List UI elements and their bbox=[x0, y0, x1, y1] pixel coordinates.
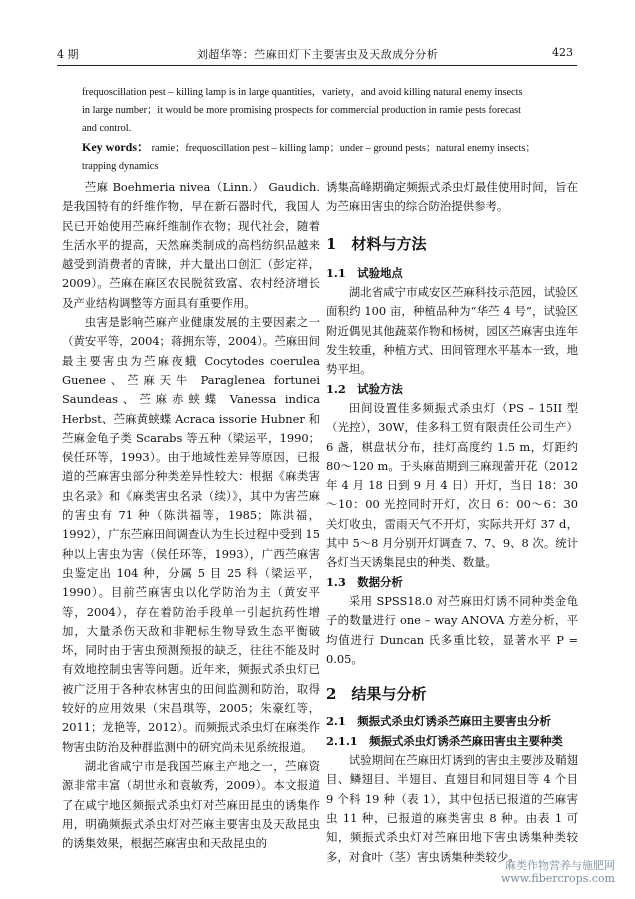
subsection-heading: 1.3 数据分析 bbox=[326, 574, 403, 589]
right-column bbox=[326, 178, 578, 867]
left-column bbox=[62, 178, 320, 853]
paragraph: 苎麻 Boehmeria nivea（Linn.） Gaudich. 是我国特有的纤维作物，早在新石器时代，我国人民已开始使用苎麻纤维制作衣物；现代社会，随着生活水平的提高，天然麻类制成的高档纺织品越来越受到消费者的青睐，并大量出口创汇（彭定祥，2009）。苎麻在麻区农民脱贫致富、农村经济增长及产业结构调整等方面具有重要作用。 bbox=[62, 180, 320, 310]
section-heading: 2 结果与分析 bbox=[326, 685, 427, 704]
keywords-label: Key words： bbox=[82, 140, 149, 154]
paragraph: 田间设置佳多频振式杀虫灯（PS – 15II 型（光控），30W，佳多科工贸有限责任公司生产）6 盏，棋盘状分布，挂灯高度约 1.5 m，灯距约 80～120 m。于头麻苗期到三麻现蕾开花（2012 年 4 月 18 日到 9 月 4 日）开灯，当日 18：30～10：00 光控同时开灯，次日 6：00～6：30 关灯收虫，雷雨天气不开灯，实际共开灯 37 d，其中 5～8 月分别开灯调查 7、7、9、8 次。统计各灯当天诱集昆虫的种类、数量。 bbox=[326, 400, 578, 570]
paragraph: 试验期间在苎麻田灯诱到的害虫主要涉及鞘翅目、鳞翅目、半翅目、直翅目和同翅目等 4 个目 9 个科 19 种（表 1），其中包括已报道的苎麻害虫 11 种，已报道的麻类害虫 8 种。由表 1 可知，频振式杀虫灯对苎麻田地下害虫诱集种类较多，对食叶（茎）害虫诱集种类较少。 bbox=[326, 753, 578, 864]
subsection-heading: 1.2 试验方法 bbox=[326, 381, 403, 396]
keywords bbox=[82, 138, 572, 158]
abstract-block bbox=[82, 84, 572, 176]
abstract-line: and control. bbox=[82, 123, 132, 134]
keywords-continued: trapping dynamics bbox=[82, 161, 159, 172]
abstract-line: in large number；it would be more promising prospects for commercial production in ramie pests forecast bbox=[82, 105, 522, 116]
running-title: 刘超华等：苎麻田灯下主要害虫及天敌成分分析 bbox=[196, 48, 439, 61]
subsection-heading: 2.1 频振式杀虫灯诱杀苎麻田主要害虫分析 bbox=[326, 714, 551, 729]
keywords-text: ramie；frequoscillation pest – killing lamp；under – ground pests；natural enemy insects； bbox=[151, 143, 536, 154]
paragraph: 湖北省咸宁市咸安区苎麻科技示范园，试验区面积约 100 亩，种植品种为“华苎 4 号”，试验区附近偶见其他蔬菜作物和杨树，园区苎麻害虫连年发生较重，种植方式、田间管理水平基本一致，地势平坦。 bbox=[326, 285, 578, 377]
watermark-line: 麻类作物营养与施肥网 bbox=[505, 859, 615, 872]
abstract-line: frequoscillation pest – killing lamp is in large quantities，variety，and avoid killing natural enemy insects bbox=[82, 87, 523, 98]
running-header bbox=[0, 46, 635, 64]
subsection-heading: 1.1 试验地点 bbox=[326, 265, 403, 280]
header-rule bbox=[57, 65, 577, 66]
issue-number: 4 期 bbox=[57, 48, 79, 61]
section-heading: 1 材料与方法 bbox=[326, 234, 427, 253]
paragraph: 诱集高峰期确定频振式杀虫灯最佳使用时间，旨在为苎麻田害虫的综合防治提供参考。 bbox=[326, 180, 578, 214]
subsubsection-heading: 2.1.1 频振式杀虫灯诱杀苎麻田害虫主要种类 bbox=[326, 733, 563, 748]
page-number: 423 bbox=[552, 46, 573, 59]
paragraph: 湖北省咸宁市是我国苎麻主产地之一，苎麻资源非常丰富（胡世永和袁敏秀，2009）。本文报道了在咸宁地区频振式杀虫灯对苎麻田昆虫的诱集作用，明确频振式杀虫灯对苎麻主要害虫及天敌昆虫的诱集效果，根据苎麻害虫和天敌昆虫的 bbox=[62, 758, 320, 851]
paragraph: 采用 SPSS18.0 对苎麻田灯诱不同种类金龟子的数量进行 one – way ANOVA 方差分析，平均值进行 Duncan 氏多重比较，显著水平 P = 0.05。 bbox=[326, 593, 578, 666]
watermark-line: www.fibercrops.com bbox=[500, 872, 615, 885]
paragraph: 虫害是影响苎麻产业健康发展的主要因素之一（黄安平等，2004；蒋拥东等，2004）。苎麻田间最主要害虫为苎麻夜蛾 Cocytodes coerulea Guenee、苎麻天牛 Paraglenea fortunei Saundeas、苎麻赤蛱蝶 Vanessa indica Herbst、苎麻黄蛱蝶 Acraca issorie Hubner 和苎麻金龟子类 Scarabs 等五种（梁运平，1990；侯任环等，1993）。由于地域性差异等原因，已报道的苎麻害虫部分种类差异性较大：根据《麻类害虫名录》和《麻类害虫名录（续）》，其中为害苎麻的害虫有 71 种（陈洪福等，1985；陈洪福，1992），广东苎麻田间调查认为生长过程中受到 15 种以上害虫为害（侯任环等，1993），广西苎麻害虫鉴定出 104 种，分属 5 目 25 科（梁运平，1990）。目前苎麻害虫以化学防治为主（黄安平等，2004），存在着防治手段单一引起抗药性增加，大量杀伤天敌和非靶标生物导致生态平衡破坏，同时由于害虫预测预报的缺乏，往往不能及时有效地控制虫害等问题。近年来，频振式杀虫灯已被广泛用于各种农林害虫的田间监测和防治，取得较好的应用效果（宋昌琪等，2005；朱豪红等，2011；龙艳等，2012）。而频振式杀虫灯在麻类作物害虫防治及种群监测中的研究尚未见系统报道。 bbox=[62, 315, 320, 754]
watermark bbox=[501, 859, 615, 885]
